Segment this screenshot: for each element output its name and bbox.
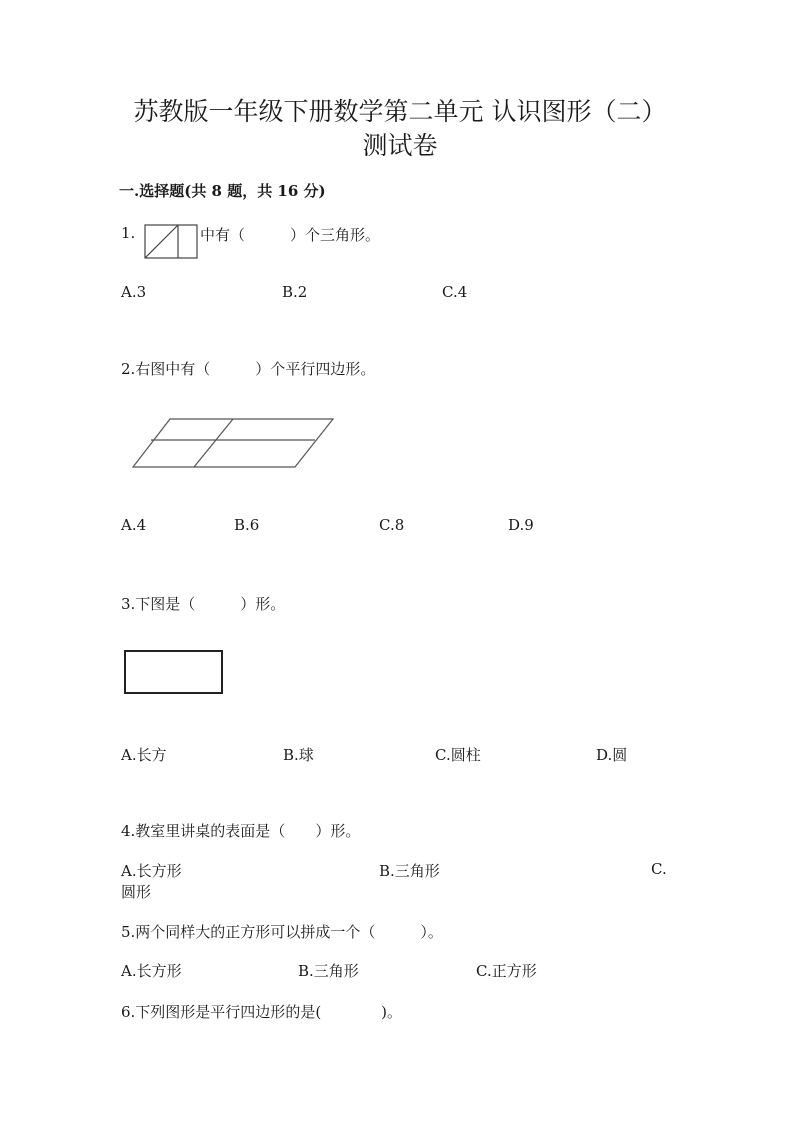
q1-option-b: B.2 (282, 283, 308, 301)
page-title: 苏教版一年级下册数学第二单元 认识图形（二） (133, 97, 667, 126)
q4-option-a: A.长方形 (121, 862, 182, 880)
q3-text: 3.下图是（ ）形。 (121, 595, 286, 613)
q2-option-a: A.4 (121, 516, 147, 534)
q6-text: 6.下列图形是平行四边形的是( )。 (121, 1003, 403, 1021)
q2-parallelogram-figure (132, 418, 336, 470)
q4-option-c-wrap: 圆形 (121, 883, 152, 901)
q3-rectangle-figure (124, 650, 224, 695)
q1-number: 1. (121, 224, 136, 242)
q1-text: 中有（ ）个三角形。 (200, 226, 381, 244)
q4-option-b: B.三角形 (379, 862, 440, 880)
q5-option-c: C.正方形 (476, 962, 537, 980)
q2-option-c: C.8 (379, 516, 405, 534)
q4-option-c: C. (651, 860, 667, 878)
q3-option-a: A.长方 (121, 746, 167, 764)
q2-option-b: B.6 (234, 516, 260, 534)
q5-option-b: B.三角形 (298, 962, 359, 980)
q3-option-b: B.球 (283, 746, 314, 764)
q3-option-c: C.圆柱 (435, 746, 481, 764)
q2-text: 2.右图中有（ ）个平行四边形。 (121, 360, 376, 378)
q5-text: 5.两个同样大的正方形可以拼成一个（ ）。 (121, 923, 443, 941)
q1-figure (144, 224, 200, 260)
q1-option-a: A.3 (121, 283, 147, 301)
section-heading: 一.选择题(共 8 题，共 16 分) (119, 182, 326, 200)
q1-option-c: C.4 (442, 283, 468, 301)
q5-option-a: A.长方形 (121, 962, 182, 980)
page-subtitle: 测试卷 (362, 131, 438, 160)
q3-option-d: D.圆 (596, 746, 628, 764)
q4-text: 4.教室里讲桌的表面是（ ）形。 (121, 822, 361, 840)
q2-option-d: D.9 (508, 516, 534, 534)
